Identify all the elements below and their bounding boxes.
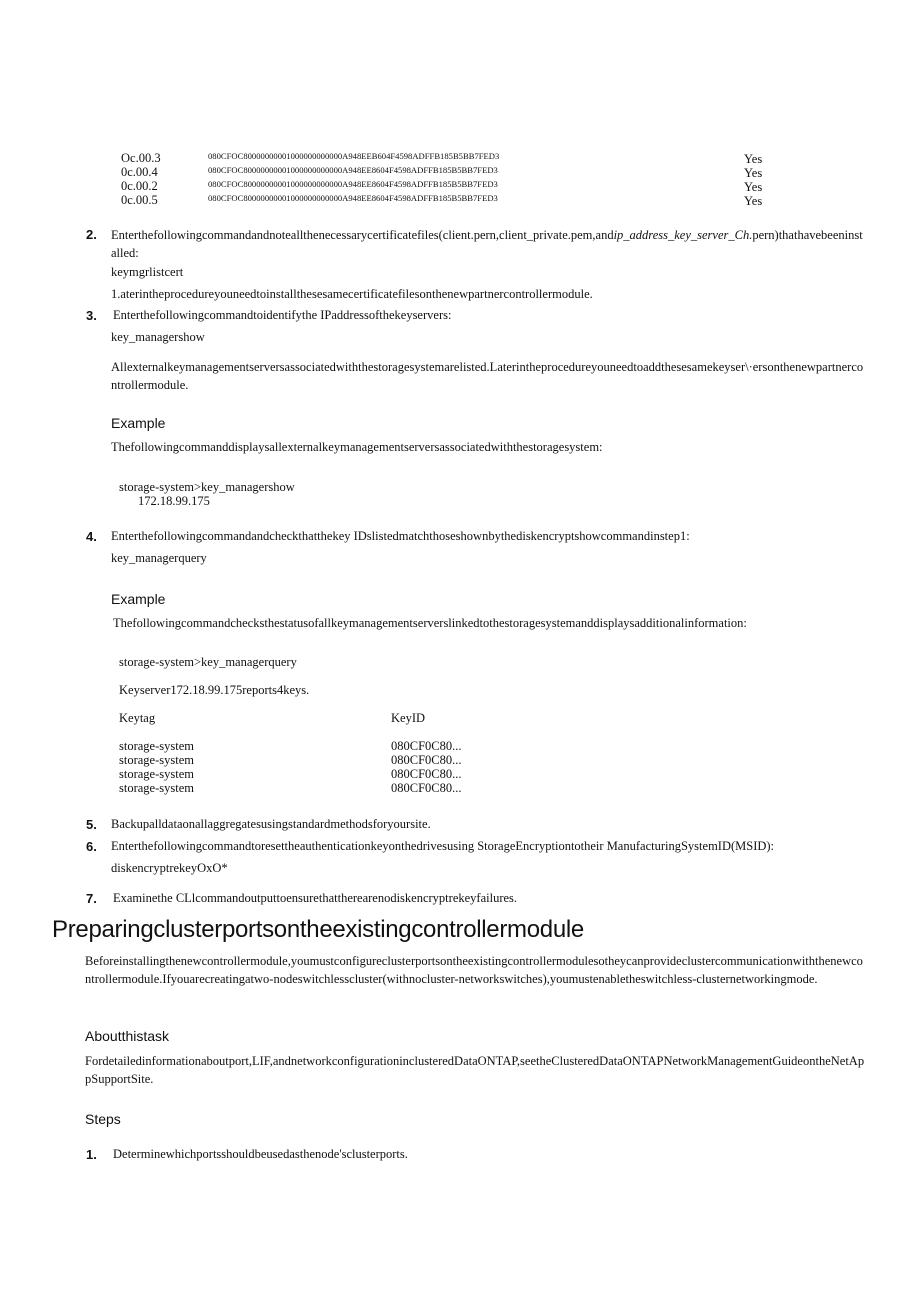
step-number: 3. [86, 308, 97, 323]
key-status: Yes [744, 152, 763, 166]
example-description: Thefollowingcommanddisplaysallexternalkeymanagementserversassociatedwiththestoragesystem: [111, 440, 603, 454]
section-intro: Beforeinstallingthenewcontrollermodule,youmustconfigureclusterportsontheexistingcontrollermodulesotheycanprovideclustercommunicationwiththenewcontrollermodule.Ifyouarecreatingatwo-nodeswitchlesscluster(withnocluster-networkswitches),youmustenabletheswitchless-clusternetworkingmode. [85, 954, 863, 986]
example-heading: Example [111, 415, 166, 431]
step-3-text: Enterthefollowingcommandtoidentifythe IPaddressofthekeyservers: [113, 308, 452, 322]
step-3-command: key_managershow [111, 330, 205, 344]
key-id: 080CF0C80... [391, 767, 462, 781]
key-tag: storage-system [119, 781, 194, 795]
key-id: 080CFOC80000000001000000000000A948EE8604F4598ADFFB185B5BB7FED3 [208, 179, 498, 189]
step-2-command: keymgrlistcert [111, 265, 184, 279]
disk-id: Oc.00.3 [121, 151, 161, 165]
step-2-text [111, 226, 867, 262]
step-6-command: diskencryptrekeyOxO* [111, 861, 228, 875]
key-id: 080CF0C80... [391, 781, 462, 795]
section-step-1-text: Determinewhichportsshouldbeusedasthenode'sclusterports. [113, 1147, 408, 1161]
key-status: Yes [744, 194, 763, 208]
step-number: 6. [86, 839, 97, 854]
example-heading: Example [111, 591, 166, 607]
column-header: Keytag [119, 711, 156, 725]
about-text: Fordetailedinformationaboutport,LIF,andnetworkconfigurationinclusteredDataONTAP,seetheClusteredDataONTAPNetworkManagementGuideontheNetAppSupportSite. [85, 1054, 865, 1086]
key-id: 080CFOC80000000001000000000000A948EEB604F4598ADFFB185B5BB7FED3 [208, 151, 500, 161]
section-title: Preparingclusterportsontheexistingcontrollermodule [52, 916, 584, 943]
step-number: 7. [86, 891, 97, 906]
key-id: 080CFOC80000000001000000000000A948EE8604F4598ADFFB185B5BB7FED3 [208, 193, 498, 203]
step-number: 1. [86, 1147, 97, 1162]
key-id: 080CF0C80... [391, 739, 462, 753]
key-id: 080CFOC80000000001000000000000A948EE8604F4598ADFFB185B5BB7FED3 [208, 165, 498, 175]
step-2-text-b: pern)thathavebeeninstalled: [111, 228, 863, 260]
key-status: Yes [744, 166, 763, 180]
key-id: 080CF0C80... [391, 753, 462, 767]
about-heading: Aboutthistask [85, 1028, 170, 1044]
step-3-note: Allexternalkeymanagementserversassociatedwiththestoragesystemarelisted.Laterintheprocedureyouneedtoaddthesesamekeyser\·ersonthenewpartnercontrollermodule. [111, 360, 864, 392]
code-line: 172.18.99.175 [138, 494, 210, 508]
step-2-note: 1.aterintheprocedureyouneedtoinstallthesesamecertificatefilesonthenewpartnercontrollermodule. [111, 287, 593, 301]
step-5-text: Backupalldataonallaggregatesusingstandardmethodsforyoursite. [111, 817, 431, 831]
step-2-text-a: Enterthefollowingcommandandnoteallthenecessarycertificatefiles(client.pern,client_private.pem,and [111, 228, 614, 242]
step-6-text: Enterthefollowingcommandtoresettheauthenticationkeyonthedrivesusing StorageEncryptiontotheir ManufacturingSystemID(MSID): [111, 839, 775, 853]
code-line: storage-system>key_managershow [119, 480, 295, 494]
step-4-text: Enterthefollowingcommandandcheckthatthekey IDslistedmatchthoseshownbythediskencryptshowcommandinstep1: [111, 529, 690, 543]
key-tag: storage-system [119, 753, 194, 767]
disk-id: 0c.00.4 [121, 165, 158, 179]
step-number: 4. [86, 529, 97, 544]
code-line: storage-system>key_managerquery [119, 655, 297, 669]
step-2-text-italic: ip_address_key_server_Ch. [613, 228, 753, 242]
example-description: Thefollowingcommandchecksthestatusofallkeymanagementserverslinkedtothestoragesystemanddisplaysadditionalinformation: [113, 616, 747, 630]
step-4-command: key_managerquery [111, 551, 207, 565]
code-line: Keyserver172.18.99.175reports4keys. [119, 683, 310, 697]
disk-id: 0c.00.2 [121, 179, 158, 193]
key-status: Yes [744, 180, 763, 194]
disk-id: 0c.00.5 [121, 193, 158, 207]
step-7-text: Examinethe CLlcommandoutputtoensurethattherearenodiskencryptrekeyfailures. [113, 891, 518, 905]
step-number: 5. [86, 817, 97, 832]
column-header: KeyID [391, 711, 426, 725]
key-tag: storage-system [119, 767, 194, 781]
key-tag: storage-system [119, 739, 194, 753]
step-number: 2. [86, 227, 97, 242]
steps-heading: Steps [85, 1111, 121, 1127]
